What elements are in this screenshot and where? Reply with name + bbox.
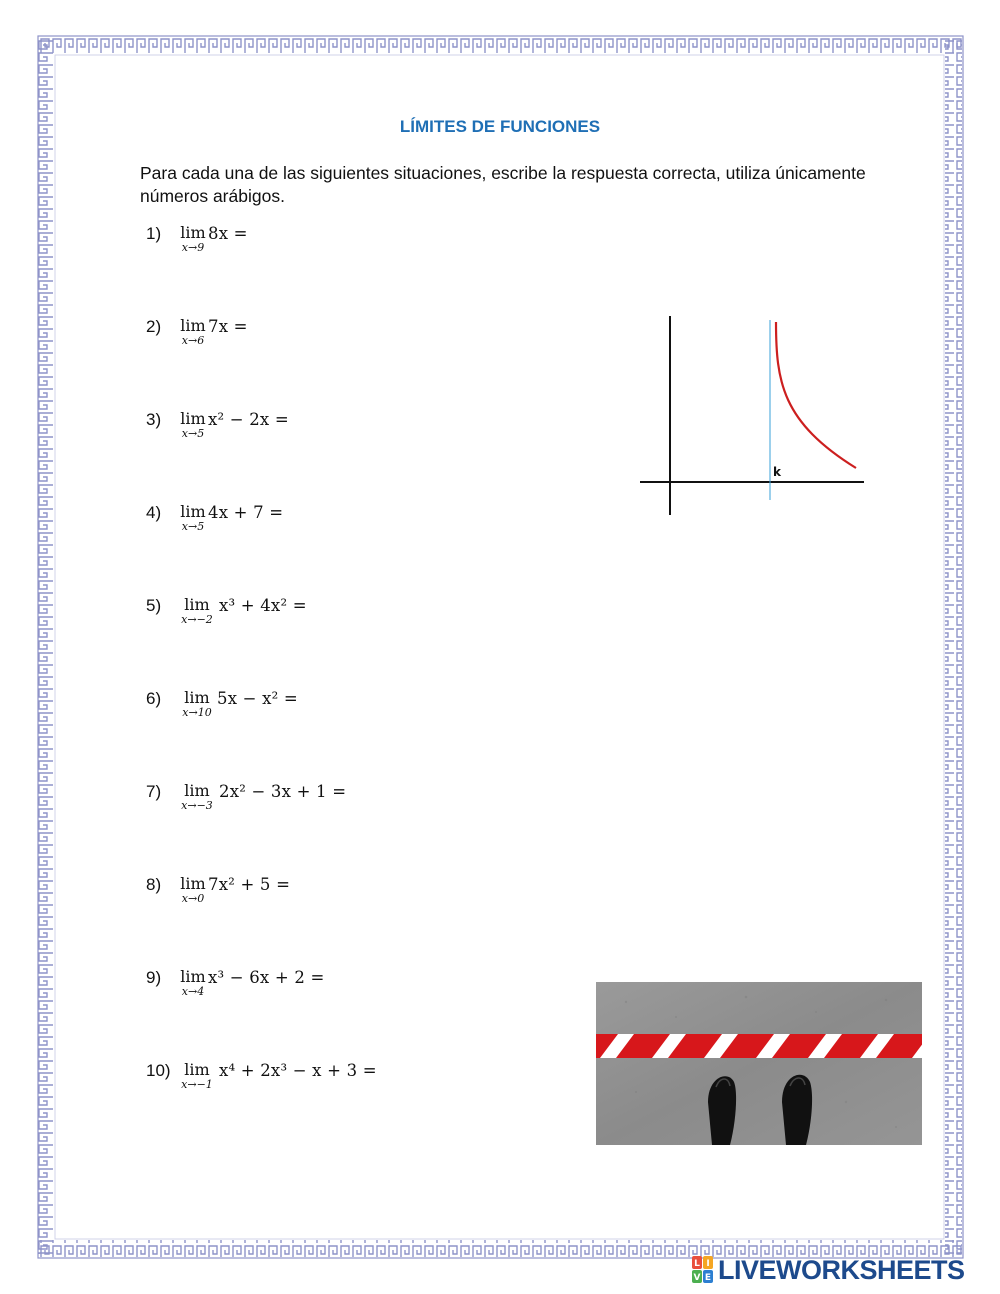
problem-number: 9): [146, 968, 162, 987]
limit-operator: lim x→−1: [172, 1061, 222, 1091]
problem-number: 6): [146, 689, 162, 708]
limit-approach: x→−2: [181, 613, 213, 626]
limit-approach: x→0: [181, 892, 205, 905]
limit-expression: 8x =: [208, 224, 248, 243]
limit-operator: lim x→4: [168, 968, 218, 998]
limit-operator: lim x→10: [172, 689, 222, 719]
limit-operator: lim x→5: [168, 503, 218, 533]
boundary-line-photo: [596, 982, 922, 1145]
limit-expression: x² − 2x =: [208, 410, 289, 429]
instructions-text: Para cada una de las siguientes situaciones, escribe la respuesta correcta, utiliza únicamente números arábigos.: [140, 163, 866, 206]
problem-number: 2): [146, 317, 162, 336]
limit-operator: lim x→−2: [172, 596, 222, 626]
svg-text:I: I: [706, 1259, 710, 1269]
limit-approach: x→9: [181, 241, 205, 254]
svg-text:L: L: [694, 1259, 700, 1269]
asymptote-label: k: [773, 465, 781, 479]
limit-expression: 7x² + 5 =: [208, 875, 291, 894]
problem-number: 10): [146, 1061, 171, 1080]
limit-approach: x→−1: [181, 1078, 213, 1091]
logo-text: LIVEWORKSHEETS: [718, 1254, 965, 1285]
limit-expression: 2x² − 3x + 1 =: [219, 782, 347, 801]
limit-expression: x³ − 6x + 2 =: [208, 968, 325, 987]
limit-expression: x⁴ + 2x³ − x + 3 =: [219, 1061, 377, 1080]
limit-approach: x→6: [181, 334, 205, 347]
limit-approach: x→4: [181, 985, 205, 998]
problem-number: 8): [146, 875, 162, 894]
limit-operator: lim x→6: [168, 317, 218, 347]
limit-expression: 7x =: [208, 317, 248, 336]
svg-text:V: V: [693, 1273, 701, 1283]
limit-expression: 5x − x² =: [217, 689, 298, 708]
limit-expression: 4x + 7 =: [208, 503, 284, 522]
worksheet-title: LÍMITES DE FUNCIONES: [399, 117, 601, 136]
limit-approach: x→5: [181, 427, 205, 440]
warning-tape: [596, 1034, 922, 1058]
limit-approach: x→−3: [181, 799, 213, 812]
limit-operator: lim x→9: [168, 224, 218, 254]
svg-text:E: E: [704, 1273, 712, 1283]
liveworksheets-logo: [692, 1254, 965, 1286]
function-curve: [776, 322, 856, 468]
asymptote-graph: [636, 312, 868, 520]
limit-expression: x³ + 4x² =: [219, 596, 307, 615]
limit-operator: lim x→0: [168, 875, 218, 905]
problem-number: 3): [146, 410, 162, 429]
limit-operator: lim x→−3: [172, 782, 222, 812]
logo-mark-icon: [692, 1256, 714, 1284]
problem-number: 5): [146, 596, 162, 615]
problem-number: 1): [146, 224, 162, 243]
problem-number: 4): [146, 503, 162, 522]
problem-number: 7): [146, 782, 162, 801]
limit-approach: x→5: [181, 520, 205, 533]
limit-operator: lim x→5: [168, 410, 218, 440]
limit-approach: x→10: [182, 706, 212, 719]
